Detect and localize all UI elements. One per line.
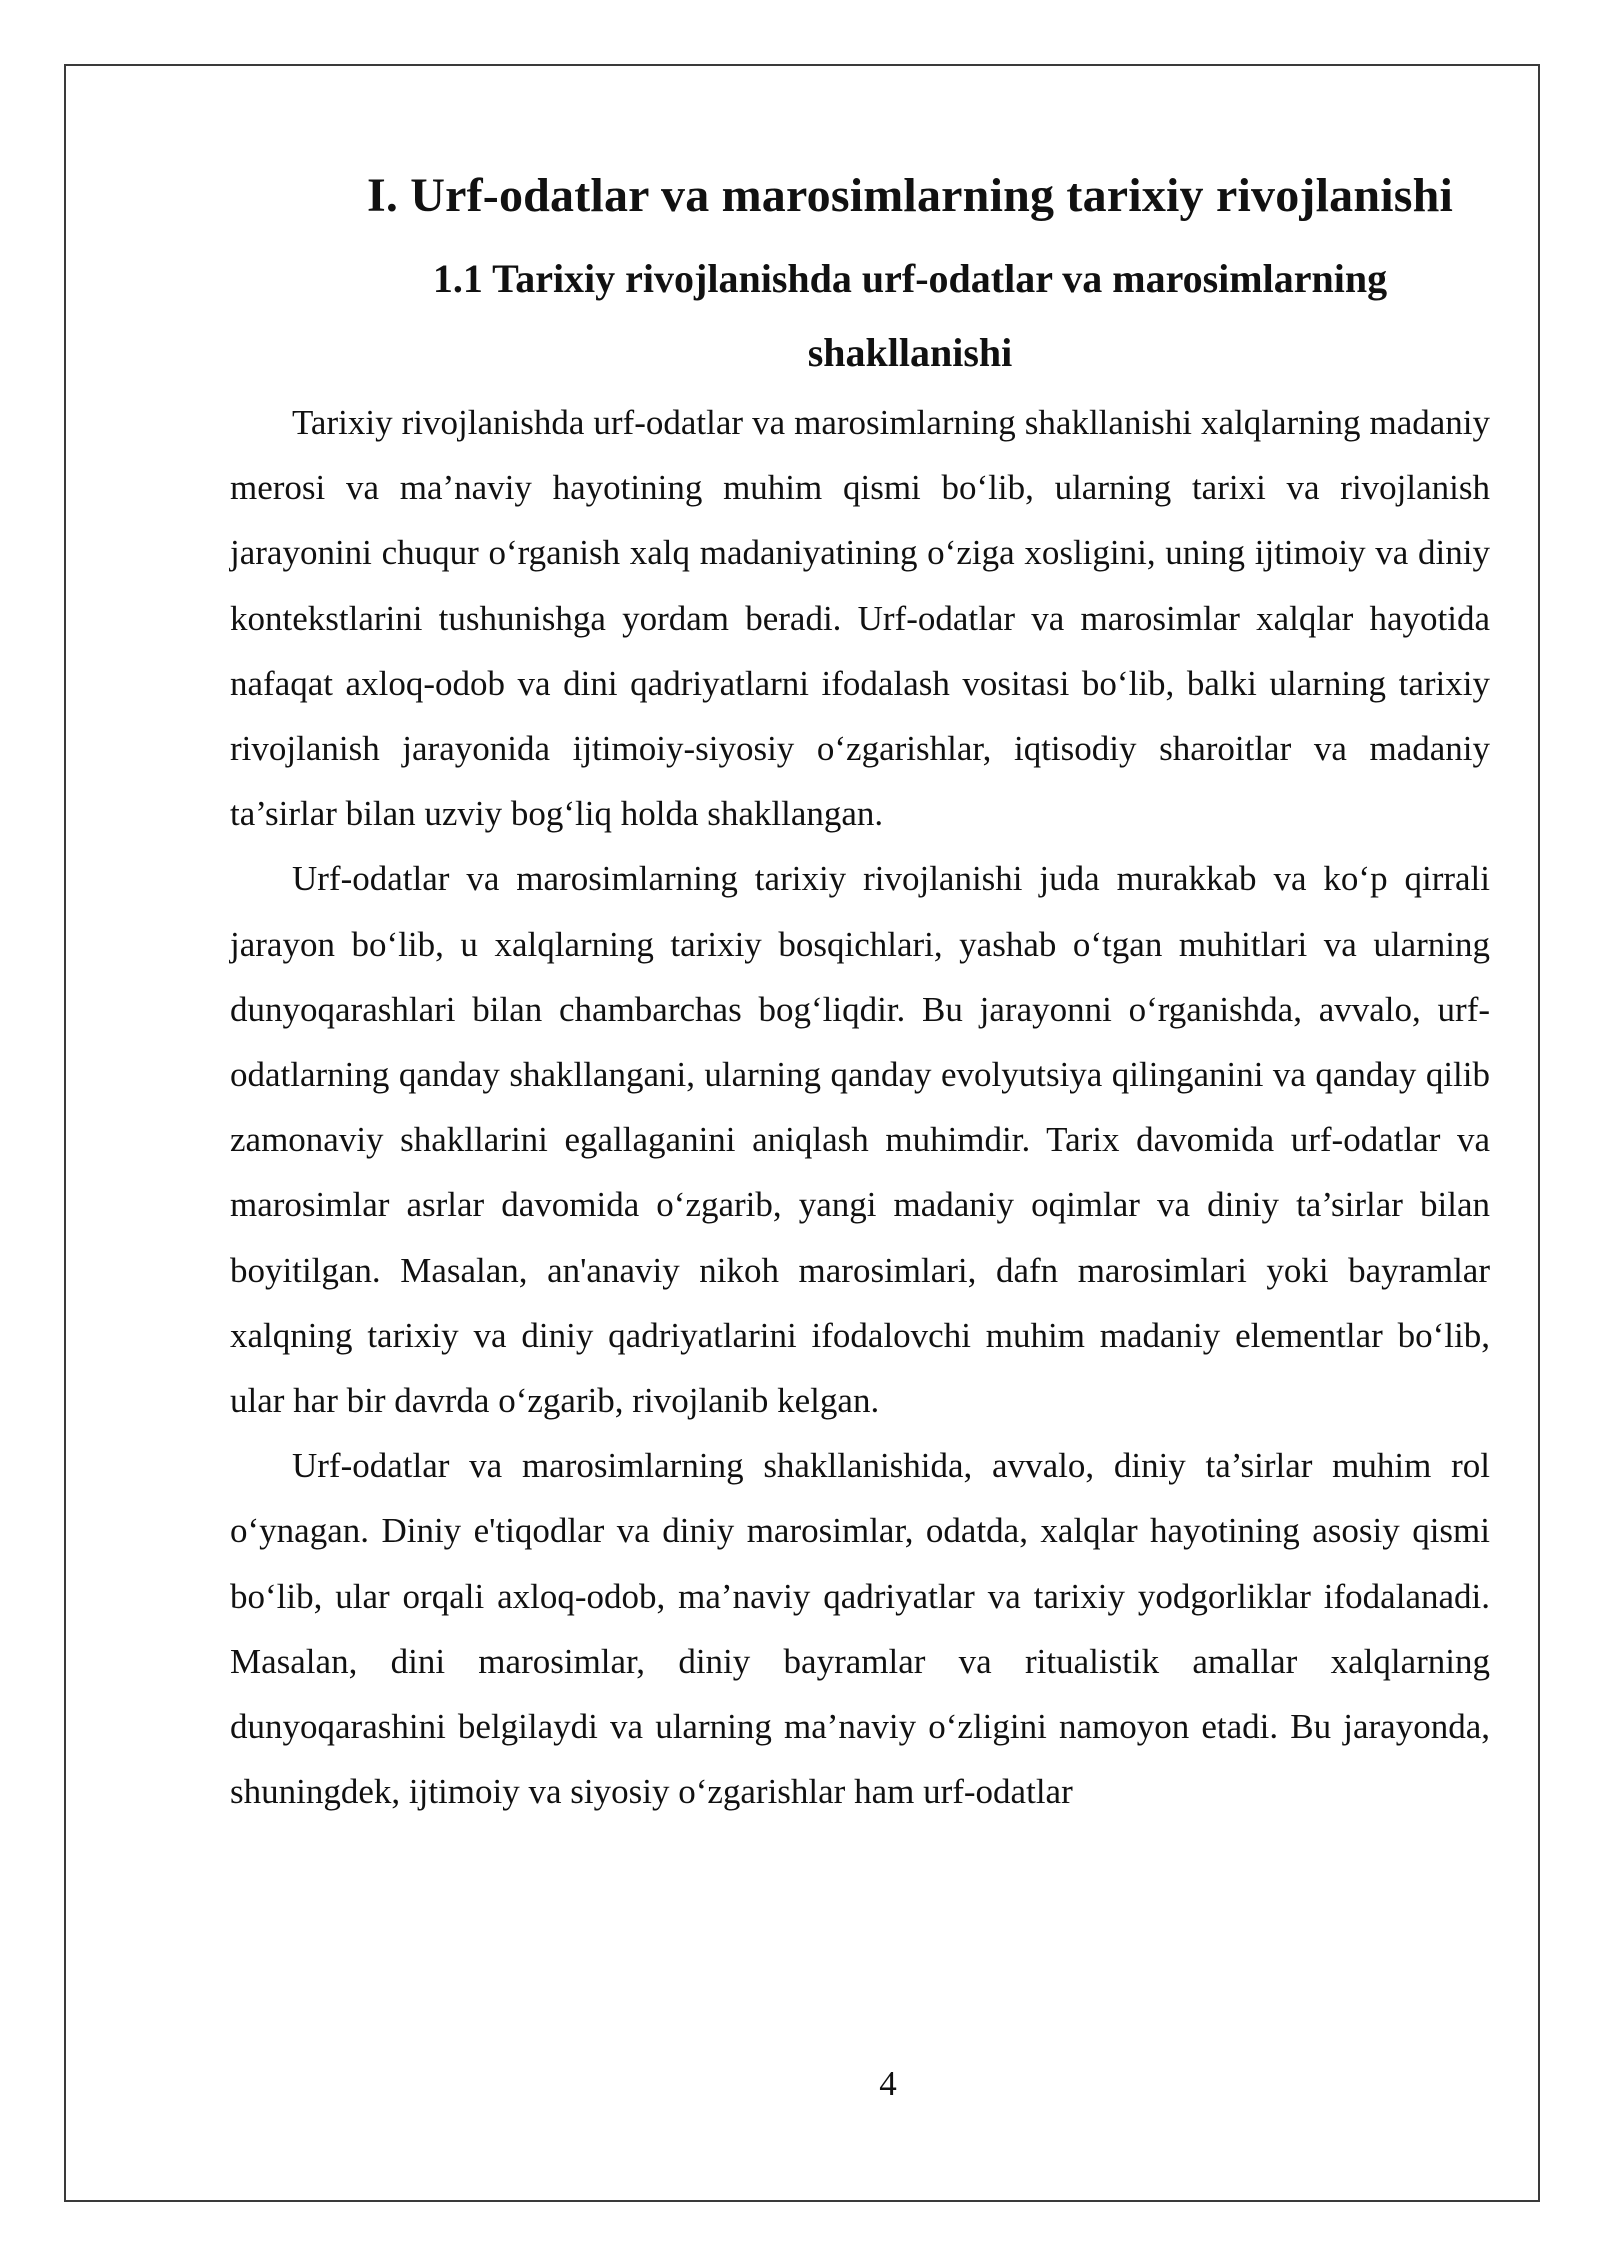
page-number: 4 [879,2064,897,2103]
paragraph-1: Tarixiy rivojlanishda urf-odatlar va marosimlarning shakllanishi xalqlarning madaniy merosi va ma’naviy hayotining muhim qismi bo‘lib, ularning tarixi va rivojlanish jarayonini chuqur o‘rganish xalq madaniyatining o‘ziga xosligini, uning ijtimoiy va diniy kontekstlarini tushunishga yordam beradi. Urf-odatlar va marosimlar xalqlar hayotida nafaqat axloq-odob va dini qadriyatlarni ifodalash vositasi bo‘lib, balki ularning tarixiy rivojlanish jarayonida ijtimoiy-siyosiy o‘zgarishlar, iqtisodiy sharoitlar va madaniy ta’sirlar bilan uzviy bog‘liq holda shakllangan. [230,403,1490,834]
paragraph-2: Urf-odatlar va marosimlarning tarixiy rivojlanishi juda murakkab va ko‘p qirrali jarayon bo‘lib, u xalqlarning tarixiy bosqichlari, yashab o‘tgan muhitlari va ularning dunyoqarashlari bilan chambarchas bog‘liqdir. Bu jarayonni o‘rganishda, avvalo, urf-odatlarning qanday shakllangani, ularning qanday evolyutsiya qilinganini va qanday qilib zamonaviy shakllarini egallaganini aniqlash muhimdir. Tarix davomida urf-odatlar va marosimlar asrlar davomida o‘zgarib, yangi madaniy oqimlar va diniy ta’sirlar bilan boyitilgan. Masalan, an'anaviy nikoh marosimlari, dafn marosimlari yoki bayramlar xalqning tarixiy va diniy qadriyatlarini ifodalovchi muhim madaniy elementlar bo‘lib, ular har bir davrda o‘zgarib, rivojlanib kelgan. [230,859,1490,1421]
page-content [230,150,1490,1824]
section-title: 1.1 Tarixiy rivojlanishda urf-odatlar va marosimlarning shakllanishi [432,256,1388,375]
paragraph-3: Urf-odatlar va marosimlarning shakllanishida, avvalo, diniy ta’sirlar muhim rol o‘ynagan. Diniy e'tiqodlar va diniy marosimlar, odatda, xalqlar hayotining asosiy qismi bo‘lib, ular orqali axloq-odob, ma’naviy qadriyatlar va tarixiy yodgorliklar ifodalanadi. Masalan, dini marosimlar, diniy bayramlar va ritualistik amallar xalqlarning dunyoqarashini belgilaydi va ularning ma’naviy o‘zligini namoyon etadi. Bu jarayonda, shuningdek, ijtimoiy va siyosiy o‘zgarishlar ham urf-odatlar [230,1446,1490,1812]
chapter-title: I. Urf-odatlar va marosimlarning tarixiy rivojlanishi [366,169,1454,222]
